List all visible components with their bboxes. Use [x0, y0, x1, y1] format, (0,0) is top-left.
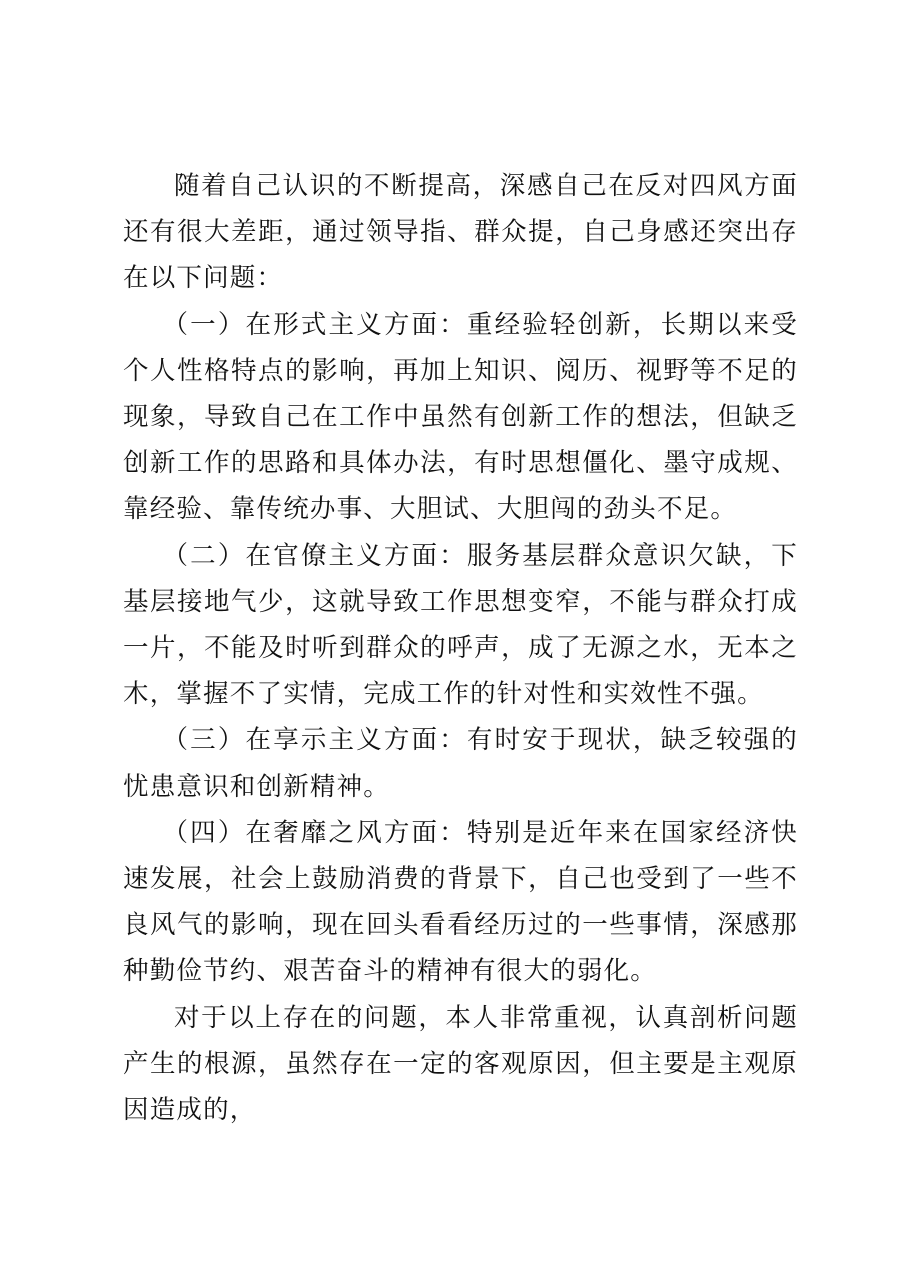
formalism-paragraph: （一）在形式主义方面：重经验轻创新，长期以来受个人性格特点的影响，再加上知识、阅历、视野等不足的现象，导致自己在工作中虽然有创新工作的想法，但缺乏创新工作的思路和具体办法，有时思想僵化、墨守成规、靠经验、靠传统办事、大胆试、大胆闯的劲头不足。 [123, 309, 798, 525]
hedonism-paragraph: （三）在享示主义方面：有时安于现状，缺乏较强的忧患意识和创新精神。 [123, 725, 798, 802]
document-page [123, 163, 798, 1133]
analysis-paragraph: 对于以上存在的问题，本人非常重视，认真剖析问题产生的根源，虽然存在一定的客观原因，但主要是主观原因造成的， [123, 1002, 798, 1126]
intro-paragraph: 随着自己认识的不断提高，深感自己在反对四风方面还有很大差距，通过领导指、群众提，自己身感还突出存在以下问题： [123, 171, 798, 294]
extravagance-paragraph: （四）在奢靡之风方面：特别是近年来在国家经济快速发展，社会上鼓励消费的背景下，自己也受到了一些不良风气的影响，现在回头看看经历过的一些事情，深感那种勤俭节约、艰苦奋斗的精神有很大的弱化。 [123, 817, 798, 987]
bureaucratism-paragraph: （二）在官僚主义方面：服务基层群众意识欠缺，下基层接地气少，这就导致工作思想变窄，不能与群众打成一片，不能及时听到群众的呼声，成了无源之水，无本之木，掌握不了实情，完成工作的针对性和实效性不强。 [123, 540, 798, 710]
